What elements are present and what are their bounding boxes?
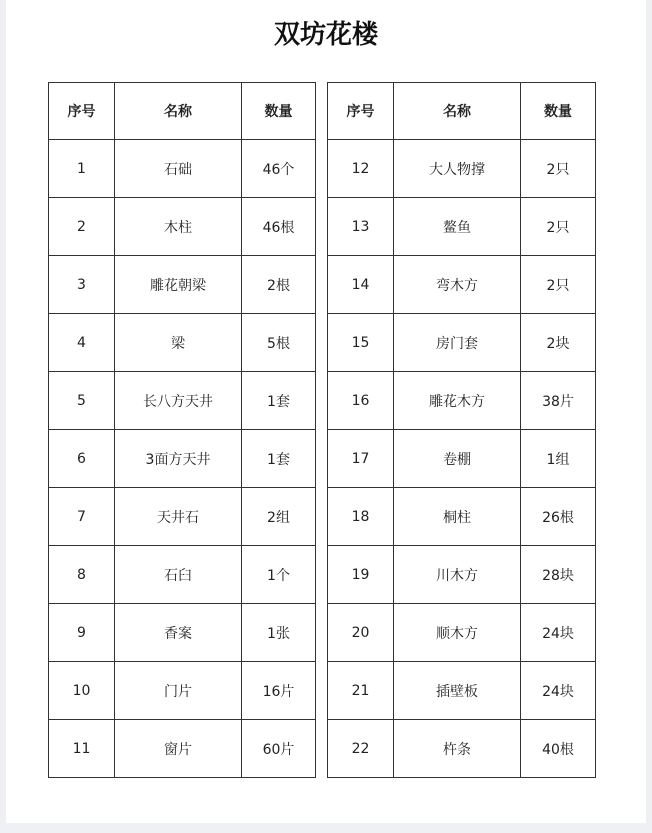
- cell-name: 杵条: [394, 720, 521, 778]
- cell-name: 卷棚: [394, 430, 521, 488]
- cell-no: 18: [328, 488, 394, 546]
- cell-no: 4: [49, 314, 115, 372]
- table-row: [328, 140, 596, 198]
- cell-no: 12: [328, 140, 394, 198]
- header-no: 序号: [328, 83, 394, 140]
- cell-no: 3: [49, 256, 115, 314]
- table-row: [328, 546, 596, 604]
- table-row: [328, 314, 596, 372]
- header-name: 名称: [115, 83, 242, 140]
- cell-name: 插壁板: [394, 662, 521, 720]
- table-row: [328, 372, 596, 430]
- cell-qty: 2组: [242, 488, 316, 546]
- cell-qty: 24块: [521, 662, 596, 720]
- cell-name: 川木方: [394, 546, 521, 604]
- cell-no: 11: [49, 720, 115, 778]
- cell-qty: 1套: [242, 430, 316, 488]
- table-row: [49, 314, 316, 372]
- cell-name: 大人物撑: [394, 140, 521, 198]
- cell-name: 桐柱: [394, 488, 521, 546]
- cell-name: 鳌鱼: [394, 198, 521, 256]
- table-row: [49, 256, 316, 314]
- cell-qty: 1组: [521, 430, 596, 488]
- cell-no: 15: [328, 314, 394, 372]
- table-row: [49, 198, 316, 256]
- cell-name: 3面方天井: [115, 430, 242, 488]
- cell-qty: 46根: [242, 198, 316, 256]
- cell-no: 1: [49, 140, 115, 198]
- cell-no: 10: [49, 662, 115, 720]
- cell-no: 16: [328, 372, 394, 430]
- cell-no: 6: [49, 430, 115, 488]
- cell-no: 21: [328, 662, 394, 720]
- cell-name: 雕花木方: [394, 372, 521, 430]
- cell-name: 房门套: [394, 314, 521, 372]
- table-header-row: [49, 83, 316, 140]
- cell-name: 木柱: [115, 198, 242, 256]
- cell-name: 顺木方: [394, 604, 521, 662]
- cell-name: 雕花朝梁: [115, 256, 242, 314]
- table-row: [328, 430, 596, 488]
- cell-name: 石础: [115, 140, 242, 198]
- table-row: [328, 488, 596, 546]
- cell-qty: 24块: [521, 604, 596, 662]
- cell-qty: 1张: [242, 604, 316, 662]
- cell-no: 22: [328, 720, 394, 778]
- cell-qty: 2根: [242, 256, 316, 314]
- cell-qty: 26根: [521, 488, 596, 546]
- table-row: [49, 604, 316, 662]
- table-row: [328, 662, 596, 720]
- table-row: [49, 546, 316, 604]
- table-row: [328, 720, 596, 778]
- header-qty: 数量: [242, 83, 316, 140]
- table-row: [328, 256, 596, 314]
- cell-no: 19: [328, 546, 394, 604]
- inventory-table-right: [327, 82, 596, 778]
- table-row: [328, 198, 596, 256]
- cell-qty: 2只: [521, 256, 596, 314]
- document-title: 双坊花楼: [273, 20, 378, 50]
- cell-name: 香案: [115, 604, 242, 662]
- cell-qty: 2只: [521, 198, 596, 256]
- table-row: [49, 662, 316, 720]
- cell-qty: 1个: [242, 546, 316, 604]
- cell-no: 20: [328, 604, 394, 662]
- cell-name: 天井石: [115, 488, 242, 546]
- cell-no: 7: [49, 488, 115, 546]
- table-row: [49, 720, 316, 778]
- cell-no: 2: [49, 198, 115, 256]
- document-page: [6, 0, 646, 823]
- cell-qty: 38片: [521, 372, 596, 430]
- table-row: [49, 488, 316, 546]
- cell-name: 弯木方: [394, 256, 521, 314]
- cell-qty: 1套: [242, 372, 316, 430]
- table-row: [328, 604, 596, 662]
- cell-name: 门片: [115, 662, 242, 720]
- cell-no: 17: [328, 430, 394, 488]
- table-row: [49, 372, 316, 430]
- cell-name: 石臼: [115, 546, 242, 604]
- cell-qty: 46个: [242, 140, 316, 198]
- cell-no: 13: [328, 198, 394, 256]
- header-name: 名称: [394, 83, 521, 140]
- table-row: [49, 140, 316, 198]
- cell-name: 窗片: [115, 720, 242, 778]
- table-row: [49, 430, 316, 488]
- cell-qty: 60片: [242, 720, 316, 778]
- cell-qty: 2块: [521, 314, 596, 372]
- cell-qty: 2只: [521, 140, 596, 198]
- header-no: 序号: [49, 83, 115, 140]
- cell-qty: 40根: [521, 720, 596, 778]
- cell-name: 长八方天井: [115, 372, 242, 430]
- cell-no: 8: [49, 546, 115, 604]
- cell-qty: 16片: [242, 662, 316, 720]
- cell-no: 9: [49, 604, 115, 662]
- inventory-table-left: [48, 82, 316, 778]
- table-header-row: [328, 83, 596, 140]
- cell-qty: 28块: [521, 546, 596, 604]
- header-qty: 数量: [521, 83, 596, 140]
- cell-name: 梁: [115, 314, 242, 372]
- cell-qty: 5根: [242, 314, 316, 372]
- cell-no: 14: [328, 256, 394, 314]
- cell-no: 5: [49, 372, 115, 430]
